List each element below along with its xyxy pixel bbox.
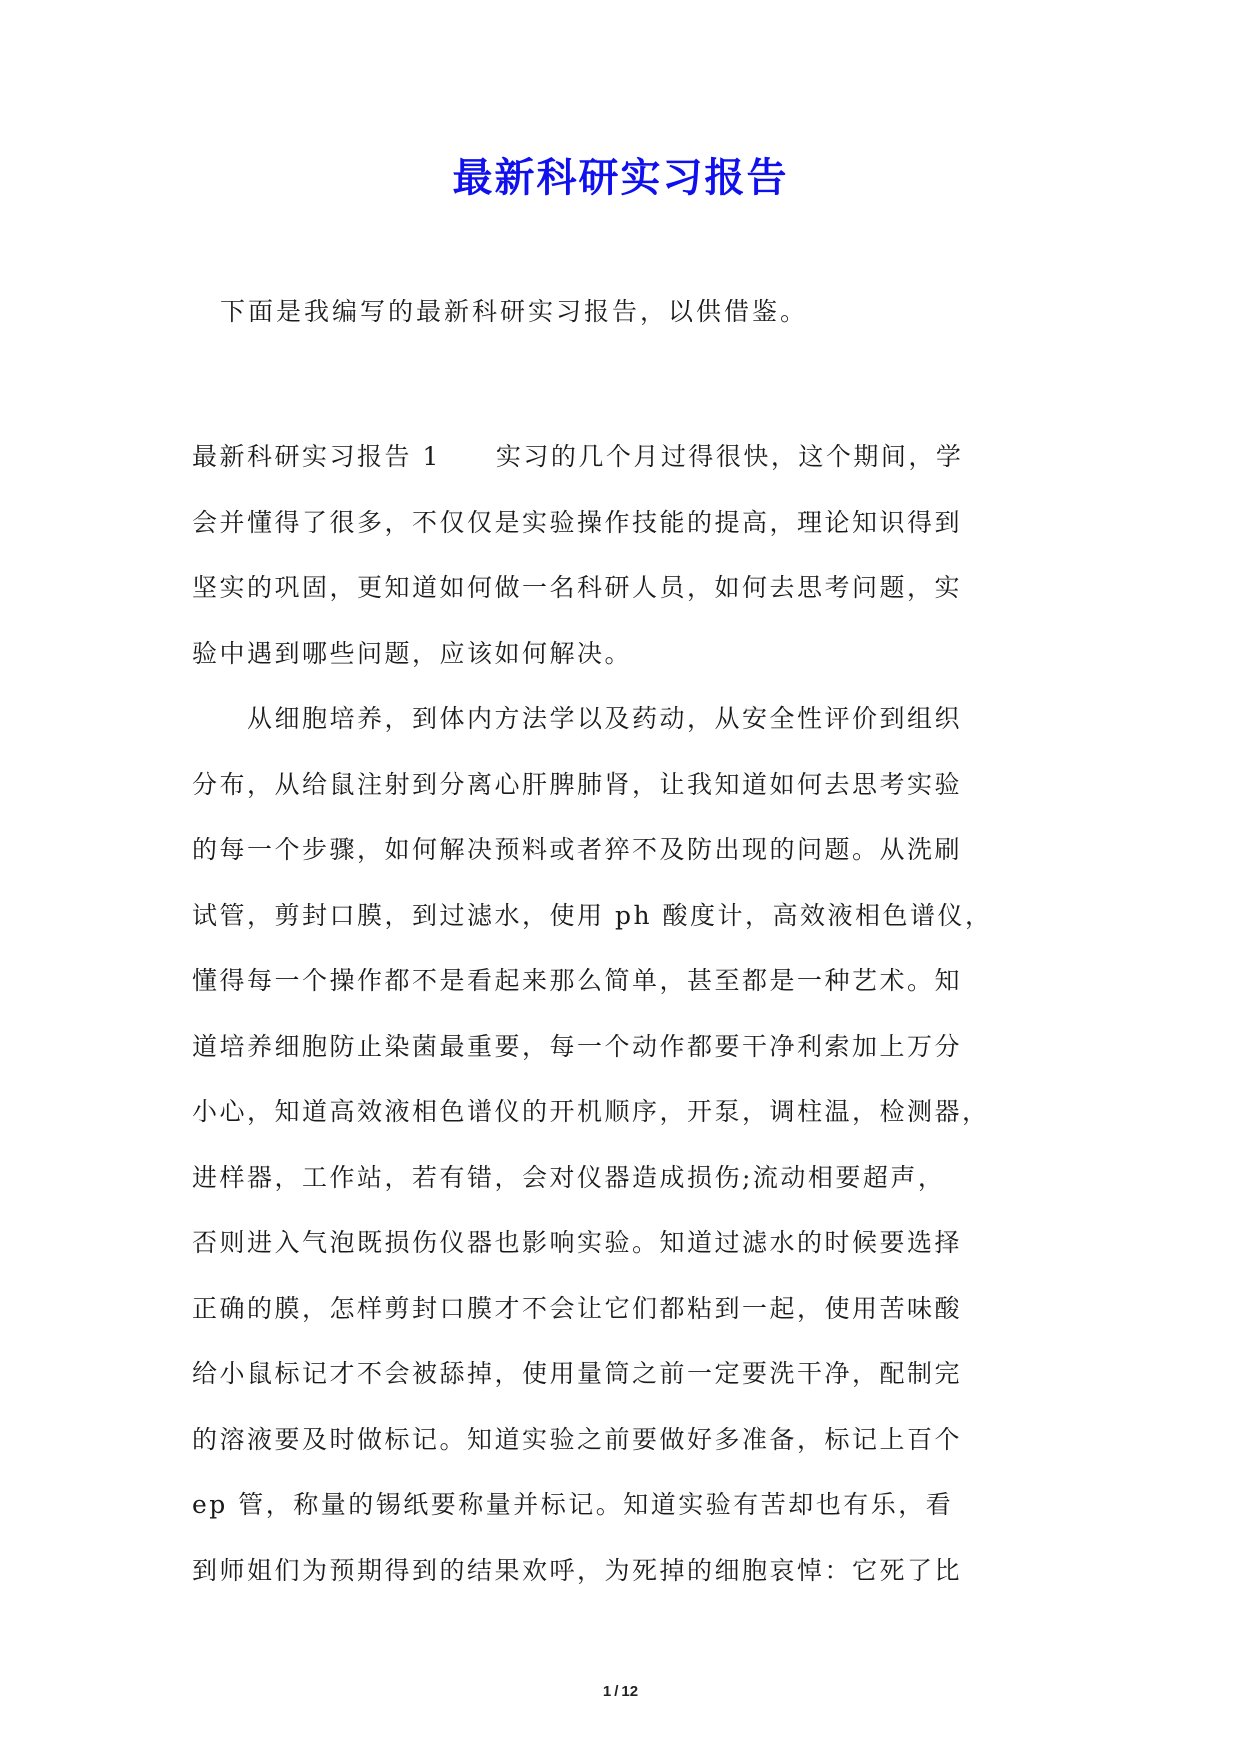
text-line: 会并懂得了很多，不仅仅是实验操作技能的提高，理论知识得到 — [192, 507, 963, 537]
text-line: 到师姐们为预期得到的结果欢呼，为死掉的细胞哀悼：它死了比 — [192, 1555, 963, 1585]
text-line: 道培养细胞防止染菌最重要，每一个动作都要干净利索加上万分 — [192, 1031, 963, 1061]
current-page-number: 1 — [602, 1683, 612, 1700]
text-line: 否则进入气泡既损伤仪器也影响实验。知道过滤水的时候要选择 — [192, 1228, 963, 1257]
text-line: 的每一个步骤，如何解决预料或者猝不及防出现的问题。从洗刷 — [192, 835, 963, 864]
text-line: 最新科研实习报告 1 实习的几个月过得很快，这个期间，学 — [192, 442, 964, 471]
total-pages-number: 12 — [621, 1683, 639, 1700]
text-line: 分布，从给鼠注射到分离心肝脾肺肾，让我知道如何去思考实验 — [192, 769, 963, 799]
page-separator: / — [614, 1683, 619, 1700]
text-line: 进样器，工作站，若有错，会对仪器造成损伤;流动相要超声， — [192, 1162, 946, 1192]
text-line: 验中遇到哪些问题，应该如何解决。 — [192, 638, 633, 668]
text-line: 坚实的巩固，更知道如何做一名科研人员，如何去思考问题，实 — [192, 573, 963, 602]
text-line: 正确的膜，怎样剪封口膜才不会让它们都粘到一起，使用苦味酸 — [192, 1293, 963, 1323]
page-number — [0, 1683, 1241, 1700]
text-line: ep 管，称量的锡纸要称量并标记。知道实验有苦却也有乐，看 — [192, 1490, 954, 1519]
text-line: 小心，知道高效液相色谱仪的开机顺序，开泵，调柱温，检测器， — [192, 1097, 990, 1126]
text-line: 从细胞培养，到体内方法学以及药动，从安全性评价到组织 — [192, 704, 963, 733]
document-title: 最新科研实习报告 — [452, 155, 789, 201]
report-body — [192, 424, 1052, 1603]
text-line: 懂得每一个操作都不是看起来那么简单，甚至都是一种艺术。知 — [192, 966, 963, 995]
text-line: 试管，剪封口膜，到过滤水，使用 ph 酸度计，高效液相色谱仪， — [192, 900, 993, 930]
text-line: 给小鼠标记才不会被舔掉，使用量筒之前一定要洗干净，配制完 — [192, 1359, 963, 1388]
intro-paragraph: 下面是我编写的最新科研实习报告，以供借鉴。 — [220, 297, 809, 326]
text-line: 的溶液要及时做标记。知道实验之前要做好多准备，标记上百个 — [192, 1424, 963, 1454]
